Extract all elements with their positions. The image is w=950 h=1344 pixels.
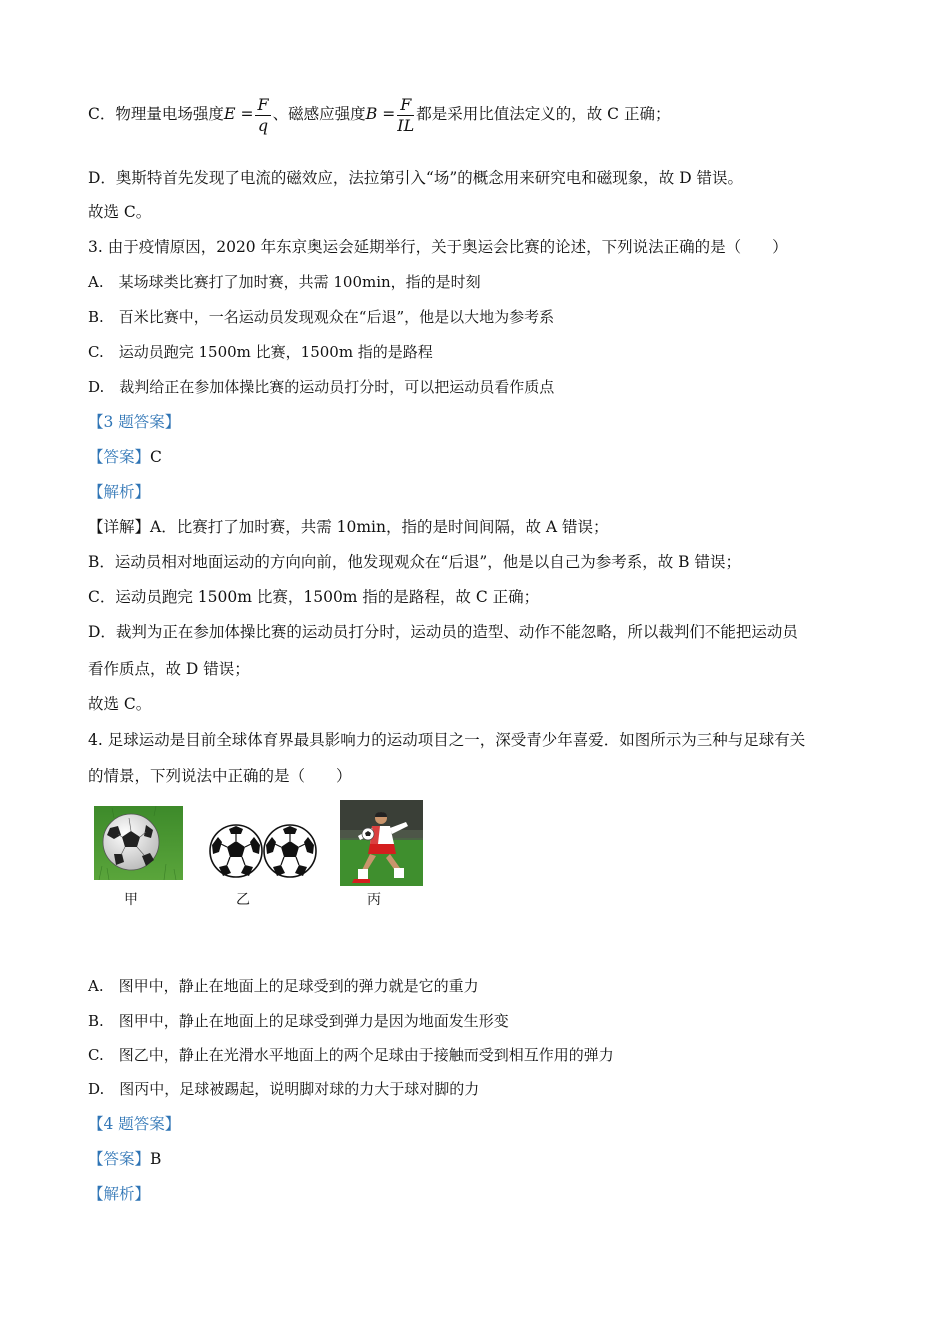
caption-yi: 乙: [236, 892, 250, 908]
figure-bing-svg: [340, 800, 423, 886]
answer-4-value: B: [150, 1150, 162, 1168]
left-ball: [210, 825, 262, 877]
question-4-line-2: 的情景，下列说法中正确的是（ ）: [88, 767, 352, 785]
b-denominator: IL: [397, 115, 415, 135]
answer-4-label: 【答案】: [88, 1150, 151, 1168]
option-d-line: D．奥斯特首先发现了电流的磁效应，法拉第引入“场”的概念用来研究电和磁现象，故 D 错误。: [88, 169, 744, 187]
q3-option-b: B. 百米比赛中，一名运动员发现观众在“后退”，他是以大地为参考系: [88, 308, 555, 326]
choose-line-1: 故选 C。: [88, 203, 152, 221]
answer-3-label: 【答案】: [88, 448, 151, 466]
b-fraction: [397, 95, 414, 136]
right-ball: [264, 825, 316, 877]
figure-jia-image: [94, 806, 183, 880]
option-c-formula-line: [88, 92, 670, 136]
detail-a: A．比赛打了加时赛，共需 10min，指的是时间间隔，故 A 错误；: [150, 518, 609, 536]
q3-option-d: D. 裁判给正在参加体操比赛的运动员打分时，可以把运动员看作质点: [88, 378, 555, 396]
q4-option-c: C. 图乙中，静止在光滑水平地面上的两个足球由于接触而受到相互作用的弹力: [88, 1046, 614, 1064]
detail-c: C．运动员跑完 1500m 比赛，1500m 指的是路程，故 C 正确；: [88, 588, 540, 606]
e-numerator: F: [257, 94, 269, 114]
e-fraction: [255, 95, 270, 136]
e-denominator: q: [257, 115, 269, 135]
answer-3-header: 【3 题答案】: [88, 413, 181, 431]
caption-jia: 甲: [124, 892, 138, 908]
option-c-suffix: 都是采用比值法定义的，故 C 正确；: [416, 105, 671, 123]
answer-3-value: C: [150, 448, 162, 466]
q4-option-d: D. 图丙中，足球被踢起，说明脚对球的力大于球对脚的力: [88, 1080, 480, 1098]
question-3: 3. 由于疫情原因，2020 年东京奥运会延期举行，关于奥运会比赛的论述，下列说法正确的是（ ）: [88, 238, 788, 256]
b-numerator: F: [397, 95, 414, 116]
q4-option-a: A. 图甲中，静止在地面上的足球受到的弹力就是它的重力: [88, 977, 479, 995]
answer-4-header: 【4 题答案】: [88, 1115, 181, 1133]
detail-label: 【详解】: [88, 518, 151, 536]
option-c-prefix: C．物理量电场强度: [88, 105, 224, 123]
figure-jia-svg: [94, 806, 183, 880]
b-variable: B: [365, 104, 378, 123]
figure-yi-svg: [209, 823, 317, 879]
detail-d-line-1: D．裁判为正在参加体操比赛的运动员打分时，运动员的造型、动作不能忽略，所以裁判们不能把运动员: [88, 623, 798, 641]
equals-sign-1: =: [235, 105, 254, 123]
e-variable: E: [223, 104, 236, 123]
option-c-middle: 、磁感应强度: [272, 105, 366, 123]
question-4-line-1: 4. 足球运动是目前全球体育界最具影响力的运动项目之一，深受青少年喜爱．如图所示为三种与足球有关: [88, 731, 806, 749]
detail-b: B．运动员相对地面运动的方向向前，他发现观众在“后退”，他是以自己为参考系，故 B 错误；: [88, 553, 741, 571]
figure-bing-image: [340, 800, 423, 886]
figure-yi-image: [209, 823, 317, 879]
q4-option-b: B. 图甲中，静止在地面上的足球受到弹力是因为地面发生形变: [88, 1012, 509, 1030]
detail-d-line-2: 看作质点，故 D 错误；: [88, 660, 250, 678]
equals-sign-2: =: [377, 105, 396, 123]
choose-line-2: 故选 C。: [88, 695, 152, 713]
analysis-4-label: 【解析】: [88, 1185, 151, 1203]
q3-option-c: C. 运动员跑完 1500m 比赛，1500m 指的是路程: [88, 343, 433, 361]
caption-bing: 丙: [367, 892, 381, 908]
analysis-3-label: 【解析】: [88, 483, 151, 501]
q3-option-a: A. 某场球类比赛打了加时赛，共需 100min，指的是时刻: [88, 273, 481, 291]
